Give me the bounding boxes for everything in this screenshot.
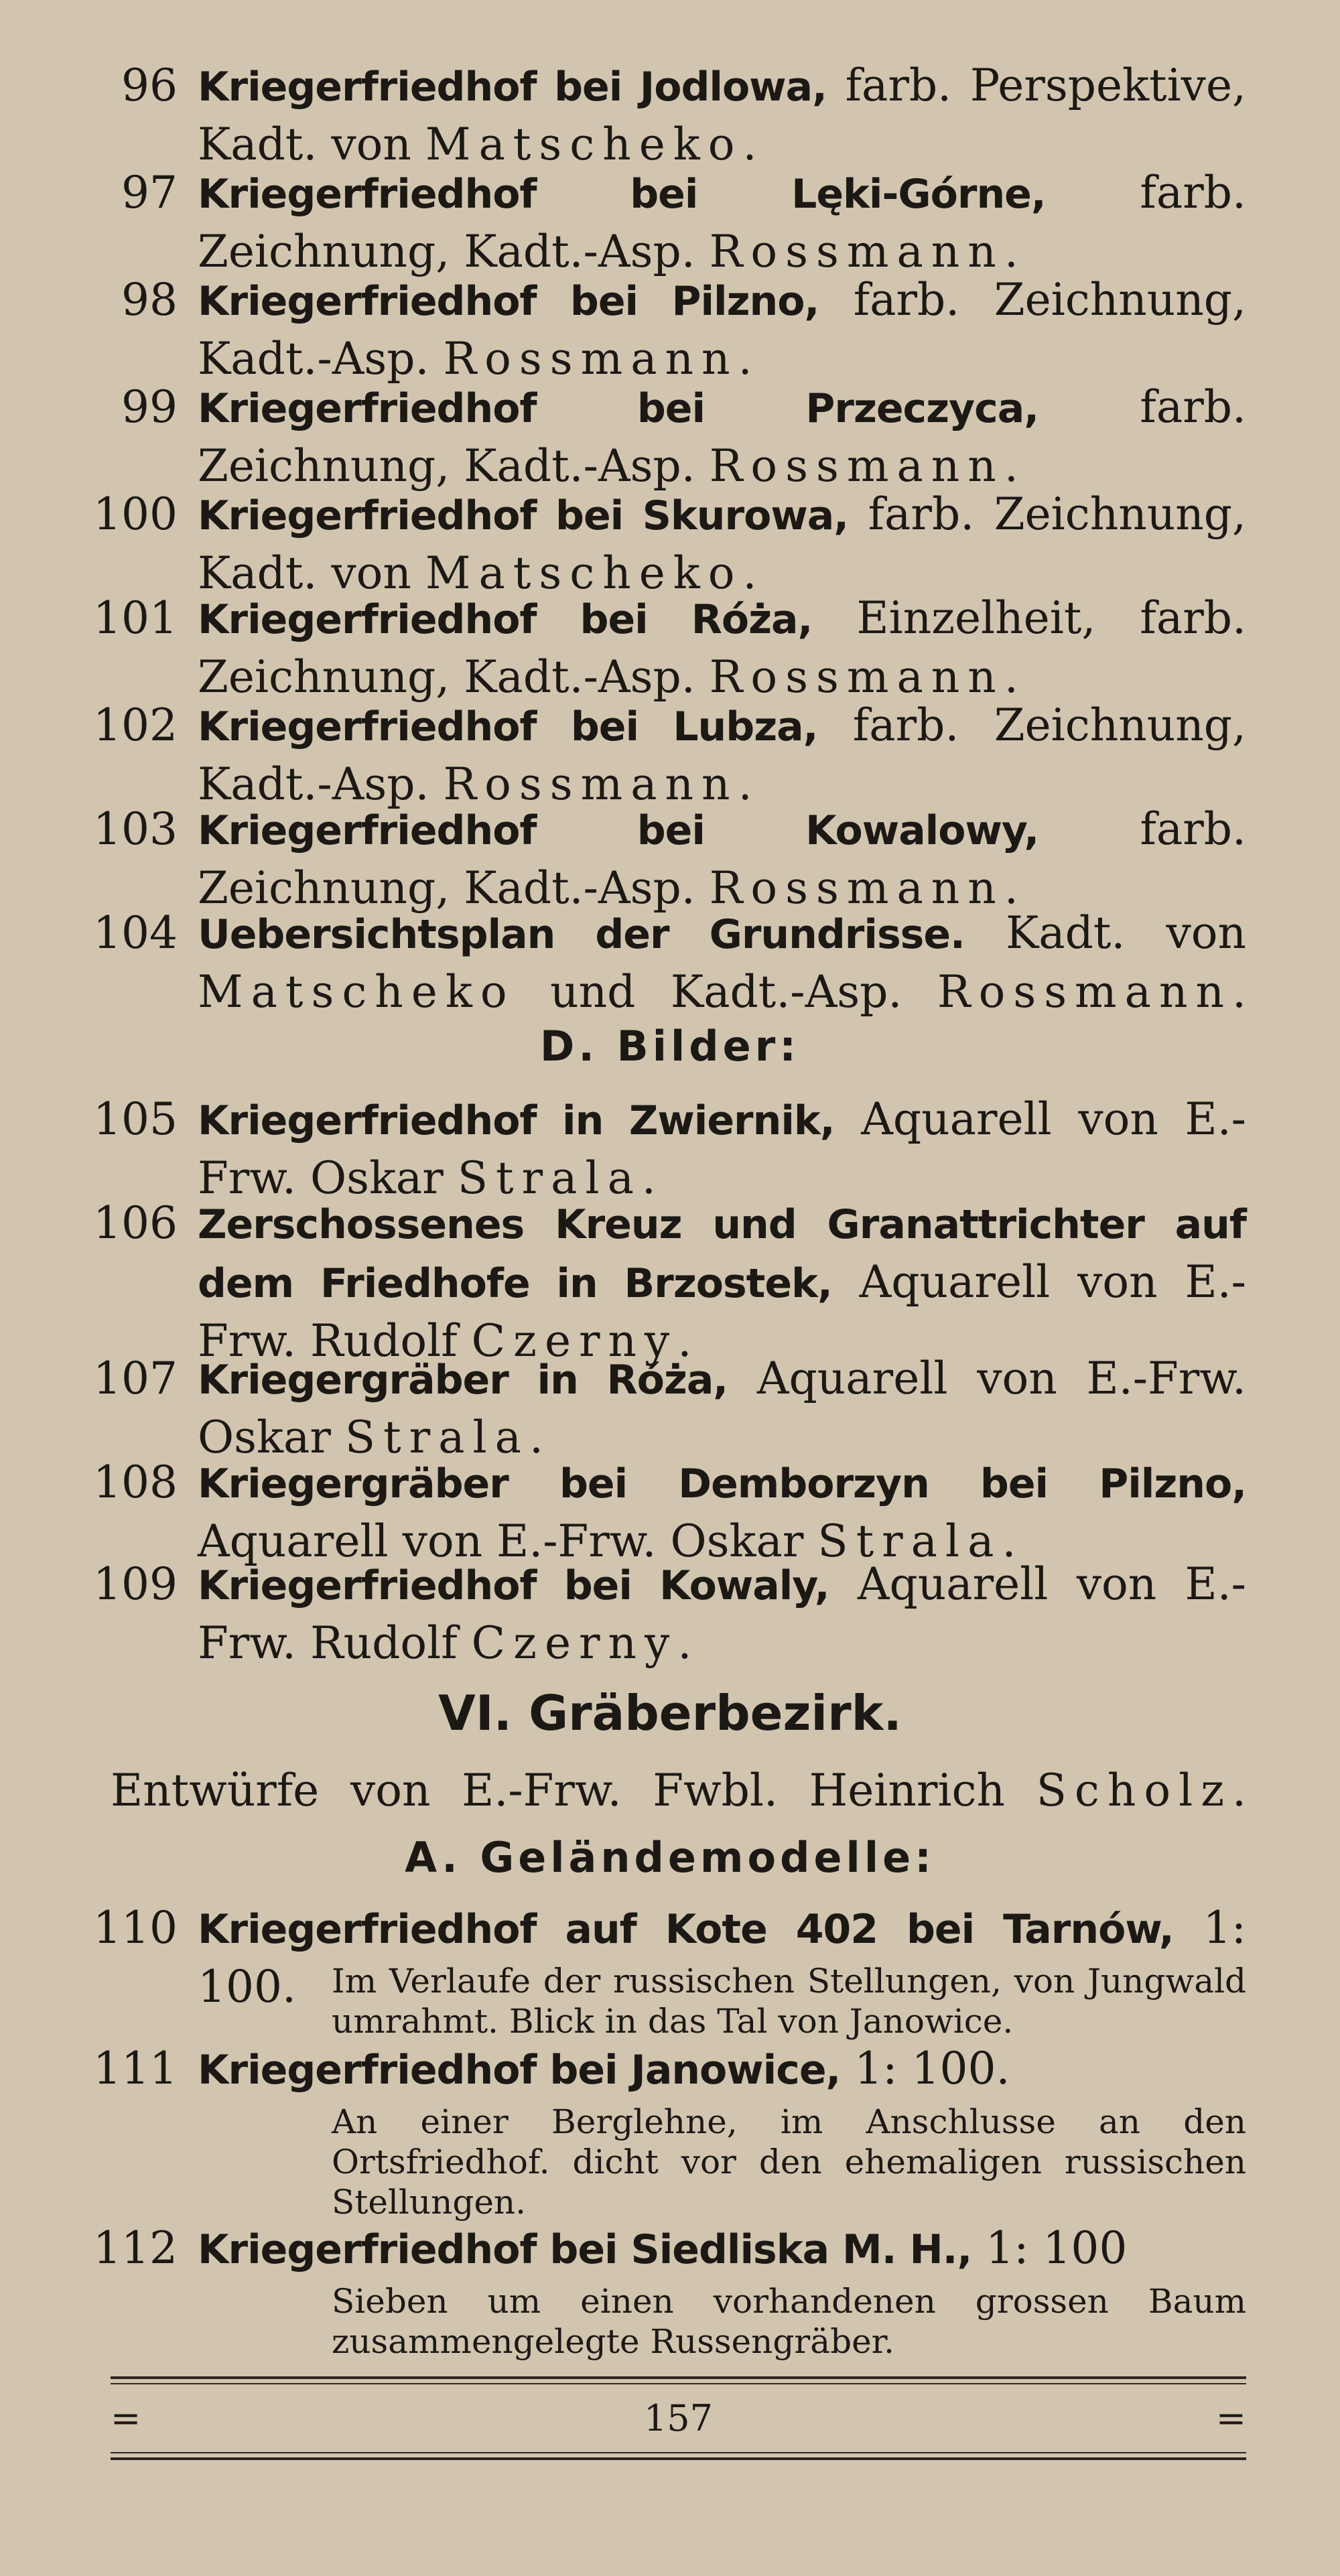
entry-title: Kriegergräber bei Demborzyn bei Pilzno, <box>198 1461 1246 1507</box>
entry-text: Kriegerfriedhof bei Pilzno, farb. Zeichnung, Kadt.-Asp. Rossmann. <box>198 274 1246 385</box>
footer-ornament-left: = <box>111 2397 141 2439</box>
entry-number: 109 <box>93 1558 178 1610</box>
author-name: Rossmann <box>709 440 1004 492</box>
entry-text: Kriegerfriedhof bei Siedliska M. H., 1: 100 <box>198 2222 1128 2274</box>
footer-rule-top-thin <box>111 2383 1246 2384</box>
entry-text: Uebersichtsplan der Grundrisse. Kadt. von Matscheko und Kadt.-Asp. Rossmann. <box>198 907 1246 1018</box>
entry-text: Kriegerfriedhof bei Lubza, farb. Zeichnung, Kadt.-Asp. Rossmann. <box>198 699 1246 810</box>
entry-number: 100 <box>93 488 178 540</box>
author-name: Strala <box>457 1152 642 1204</box>
footer-rule-top <box>111 2376 1246 2379</box>
author-name: Czerny <box>471 1617 678 1669</box>
author-name: Rossmann <box>709 862 1004 914</box>
entry-text: Kriegergräber in Róża, Aquarell von E.-Frw. Oskar Strala. <box>198 1353 1246 1463</box>
entry-title: Kriegerfriedhof bei Lęki-Górne, <box>198 171 1046 218</box>
entry-title: Kriegerfriedhof in Zwiernik, <box>198 1097 835 1144</box>
author-name: Rossmann <box>443 758 738 810</box>
entry-title: Kriegerfriedhof bei Kowalowy, <box>198 807 1039 854</box>
footer-ornament-right: = <box>1215 2397 1246 2439</box>
entry-title: Kriegerfriedhof auf Kote 402 bei Tarnów, <box>198 1906 1174 1953</box>
entry-number: 101 <box>93 592 178 644</box>
author-name: Rossmann <box>443 333 738 385</box>
entry-title: Uebersichtsplan der Grundrisse. <box>198 911 965 958</box>
entry-text: Kriegerfriedhof bei Jodlowa, farb. Perspektive, Kadt. von Matscheko. <box>198 60 1246 170</box>
entry-text: Kriegerfriedhof bei Kowalowy, farb. Zeichnung, Kadt.-Asp. Rossmann. <box>198 803 1246 914</box>
entry-text: Kriegerfriedhof bei Janowice, 1: 100. <box>198 2043 1010 2094</box>
entry-description: An einer Berglehne, im Anschlusse an den Ortsfriedhof. dicht vor den ehemaligen russischen Stellungen. <box>332 2102 1246 2222</box>
entry-title: Kriegerfriedhof bei Pilzno, <box>198 278 819 325</box>
author-name: Matscheko <box>425 119 743 170</box>
entry-text: Kriegerfriedhof in Zwiernik, Aquarell von E.-Frw. Oskar Strala. <box>198 1093 1246 1204</box>
author-name: Rossmann <box>709 651 1004 703</box>
entry-title: Kriegerfriedhof bei Lubza, <box>198 703 818 750</box>
author-name: Matscheko <box>198 966 515 1018</box>
entry-description: Im Verlaufe der russischen Stellungen, von Jungwald umrahmt. Blick in das Tal von Janowice. <box>332 1962 1246 2041</box>
entry-number: 111 <box>93 2043 178 2094</box>
entry-title: Kriegerfriedhof bei Kowaly, <box>198 1562 829 1609</box>
entry-title: Kriegerfriedhof bei Skurowa, <box>198 492 849 539</box>
author-name: Matscheko <box>425 547 743 599</box>
entry-title: Kriegerfriedhof bei Przeczyca, <box>198 385 1039 432</box>
entry-text: Kriegerfriedhof bei Kowaly, Aquarell von E.-Frw. Rudolf Czerny. <box>198 1558 1246 1669</box>
entry-number: 97 <box>121 167 178 218</box>
section-heading-d: D. Bilder: <box>539 1022 801 1071</box>
author-name: Strala <box>344 1412 529 1463</box>
entry-number: 108 <box>93 1456 178 1508</box>
entry-number: 105 <box>93 1093 178 1145</box>
entry-number: 112 <box>93 2222 178 2274</box>
entry-text: Kriegerfriedhof bei Skurowa, farb. Zeichnung, Kadt. von Matscheko. <box>198 488 1246 599</box>
page-number: 157 <box>643 2397 714 2439</box>
author-name: Scholz <box>1036 1765 1233 1816</box>
entry-number: 104 <box>93 907 178 959</box>
entry-text: Kriegerfriedhof bei Przeczyca, farb. Zeichnung, Kadt.-Asp. Rossmann. <box>198 381 1246 492</box>
entry-number: 99 <box>121 381 178 433</box>
entry-text: Kriegerfriedhof bei Róża, Einzelheit, farb. Zeichnung, Kadt.-Asp. Rossmann. <box>198 592 1246 703</box>
entry-text: Kriegerfriedhof auf Kote 402 bei Tarnów, 1: 100. <box>198 1902 1246 2013</box>
entry-title: Kriegergräber in Róża, <box>198 1357 728 1404</box>
entry-number: 106 <box>93 1197 178 1249</box>
entry-title: Kriegerfriedhof bei Róża, <box>198 596 813 643</box>
entry-number: 107 <box>93 1353 178 1404</box>
entry-text: Kriegerfriedhof bei Lęki-Górne, farb. Zeichnung, Kadt.-Asp. Rossmann. <box>198 167 1246 277</box>
section-intro: Entwürfe von E.-Frw. Fwbl. Heinrich Scholz. <box>111 1765 1246 1816</box>
footer-rule-bottom-thin <box>111 2452 1246 2453</box>
author-name: Czerny <box>471 1315 678 1367</box>
author-name: Strala <box>817 1515 1002 1567</box>
author-name: Rossmann <box>709 226 1004 277</box>
entry-text: Zerschossenes Kreuz und Granattrichter auf dem Friedhofe in Brzostek, Aquarell von E.-Frw. Rudolf Czerny. <box>198 1201 1246 1367</box>
entry-number: 110 <box>93 1902 178 1954</box>
section-heading-a: A. Geländemodelle: <box>405 1833 935 1882</box>
author-name: Rossmann <box>937 966 1233 1018</box>
section-heading-vi: VI. Gräberbezirk. <box>438 1685 902 1741</box>
entry-number: 102 <box>93 699 178 751</box>
entry-description: Sieben um einen vorhandenen grossen Baum zusammengelegte Russengräber. <box>332 2282 1246 2361</box>
entry-number: 103 <box>93 803 178 855</box>
entry-title: Zerschossenes Kreuz und Granattrichter auf dem Friedhofe in Brzostek, <box>198 1201 1246 1307</box>
entry-title: Kriegerfriedhof bei Janowice, <box>198 2047 841 2094</box>
entry-title: Kriegerfriedhof bei Jodlowa, <box>198 64 827 111</box>
footer-rule-bottom <box>111 2457 1246 2460</box>
entry-number: 96 <box>121 60 178 111</box>
entry-text: Kriegergräber bei Demborzyn bei Pilzno, Aquarell von E.-Frw. Oskar Strala. <box>198 1461 1246 1567</box>
entry-number: 98 <box>121 274 178 326</box>
entry-title: Kriegerfriedhof bei Siedliska M. H., <box>198 2226 972 2273</box>
page-footer <box>111 2395 1246 2442</box>
